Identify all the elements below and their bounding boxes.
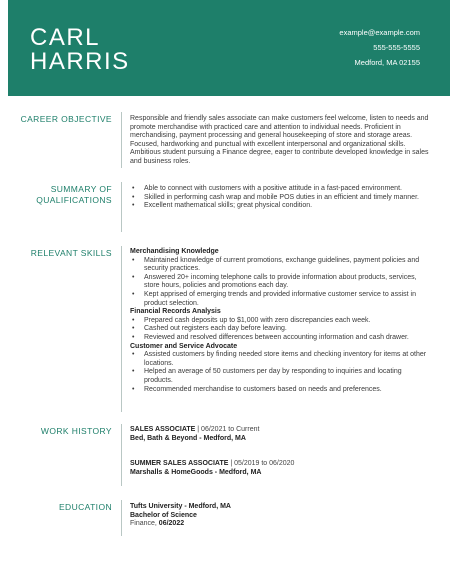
last-name: HARRIS [30, 48, 130, 75]
education-school: Tufts University - Medford, MA [130, 503, 231, 510]
contact-address: Medford, MA 02155 [354, 58, 420, 67]
education-field-line [130, 520, 430, 529]
education-date: 06/2022 [158, 520, 185, 528]
section-label-skills: RELEVANT SKILLS [30, 248, 112, 258]
skill-group-title: Merchandising Knowledge [130, 248, 219, 255]
job-title: SUMMER SALES ASSOCIATE [130, 460, 229, 468]
list-item: • Answered 20+ incoming telephone calls to provide information about products, services, store hours, policies and promotions each day. [130, 274, 430, 291]
list-item: • Recommended merchandise to customers based on needs and preferences. [130, 386, 430, 395]
resume-header [8, 0, 450, 96]
skills-container [130, 248, 430, 394]
summary-list [130, 185, 430, 211]
job-entry [130, 426, 430, 443]
contact-phone: 555-555-5555 [373, 43, 420, 52]
job-heading [130, 426, 430, 435]
objective-paragraph: Responsible and friendly sales associate can make customers feel welcome, listen to needs and promote merchandise with practiced care and attention to individual needs. Proficient in merchandising, payment processing and general housekeeping of store and storage areas. Focused, hardworking and punctual with excellent interpersonal and organizational skills. Ambitious student pursuing a Finance degree, eager to contribute developed knowledge in sales and business roles. [130, 115, 429, 165]
list-item: • Reviewed and resolved differences between accounting information and cash drawer. [130, 334, 430, 343]
job-heading [130, 460, 430, 469]
list-item: • Prepared cash deposits up to $1,000 with zero discrepancies each week. [130, 317, 430, 326]
list-item: • Skilled in performing cash wrap and mobile POS duties in an efficient and timely manner. [130, 194, 430, 203]
work-history-container [130, 426, 430, 477]
section-label-work: WORK HISTORY [40, 426, 112, 436]
skill-group-title: Customer and Service Advocate [130, 342, 238, 350]
job-company: Bed, Bath & Beyond - Medford, MA [130, 434, 246, 442]
contact-email[interactable]: example@example.com [339, 28, 420, 37]
section-divider-objective [121, 112, 122, 168]
section-divider-skills [121, 246, 122, 412]
education-degree: Bachelor of Science [130, 511, 197, 519]
list-item: • Cashed out registers each day before leaving. [130, 325, 430, 334]
section-divider-work [121, 424, 122, 486]
skill-group-list [130, 351, 430, 394]
list-item: • Able to connect with customers with a positive attitude in a fast-paced environment. [130, 185, 430, 194]
section-label-summary-line2: QUALIFICATIONS [36, 195, 112, 205]
section-label-objective: CAREER OBJECTIVE [20, 114, 112, 124]
job-title: SALES ASSOCIATE [130, 426, 196, 433]
list-item: • Excellent mathematical skills; great physical condition. [130, 202, 430, 211]
section-divider-summary [121, 182, 122, 232]
list-item: • Kept apprised of emerging trends and provided informative customer service to assist in product selection. [130, 291, 430, 308]
job-company: Marshalls & HomeGoods - Medford, MA [130, 468, 262, 476]
job-dates: | 06/2021 to Current [195, 426, 260, 433]
section-label-summary [8, 184, 112, 206]
summary-list-container [130, 185, 430, 211]
section-divider-education [121, 500, 122, 536]
skill-group-title: Financial Records Analysis [130, 308, 221, 316]
job-entry [130, 460, 430, 477]
job-dates: | 05/2019 to 06/2020 [228, 460, 295, 468]
first-name: CARL [30, 24, 101, 51]
section-label-education: EDUCATION [58, 502, 112, 512]
education-field: Finance, [130, 520, 159, 528]
skill-group-list [130, 257, 430, 309]
education-container [130, 503, 430, 529]
skill-group-list [130, 317, 430, 343]
list-item: • Assisted customers by finding needed store items and checking inventory for items at other locations. [130, 351, 430, 368]
section-label-summary-line1: SUMMARY OF [50, 184, 112, 194]
list-item: • Helped an average of 50 customers per day by responding to inquiries and locating products. [130, 368, 430, 385]
list-item: • Maintained knowledge of current promotions, exchange guidelines, payment policies and security practices. [130, 257, 430, 274]
objective-text [130, 115, 430, 167]
